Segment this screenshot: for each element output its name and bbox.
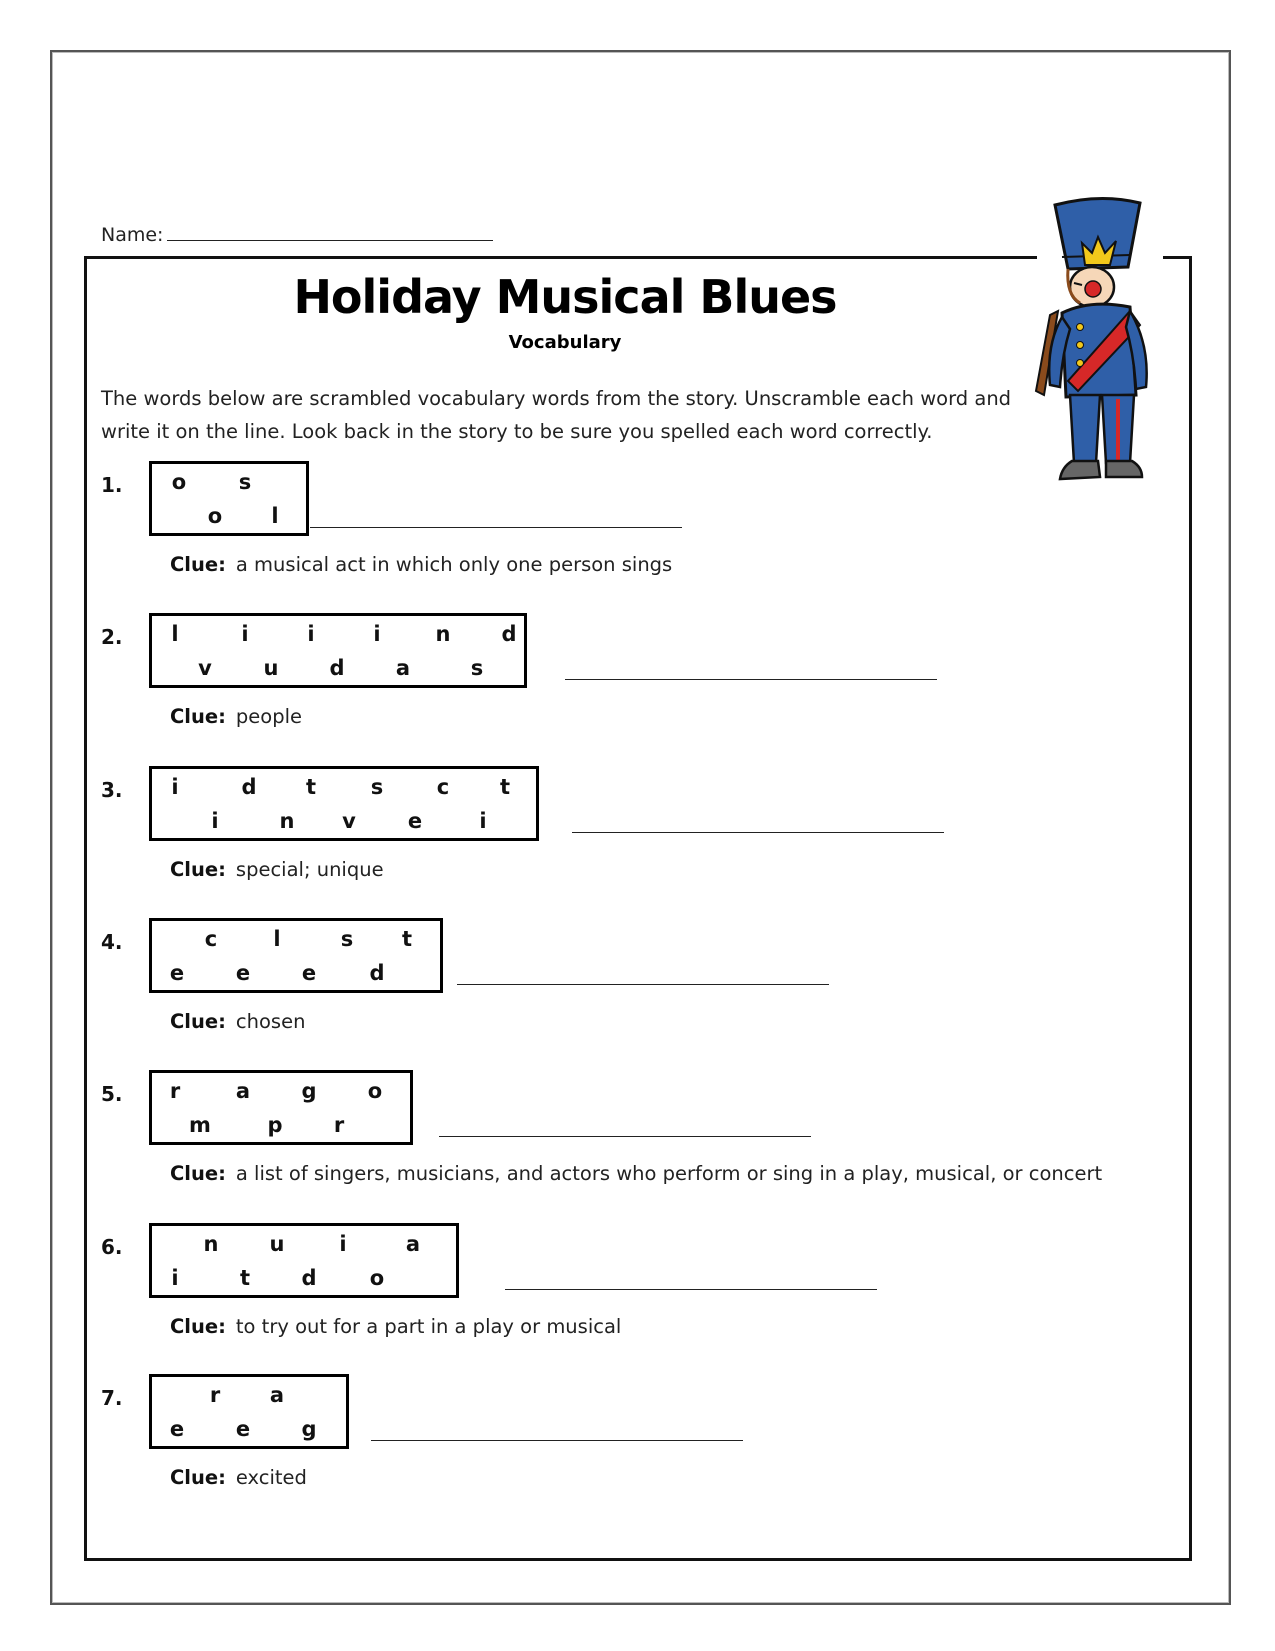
frame-top-left: [84, 256, 1037, 259]
name-label: Name:: [101, 224, 164, 246]
answer-line[interactable]: [439, 1136, 811, 1137]
clue-definition: chosen: [235, 1010, 306, 1033]
scrambled-letters-box: [149, 613, 527, 688]
scrambled-letter: t: [305, 775, 317, 799]
clue-label: Clue:: [170, 1315, 226, 1338]
name-line[interactable]: [167, 222, 493, 241]
answer-line[interactable]: [505, 1289, 877, 1290]
clue-definition: people: [235, 705, 303, 728]
item-number: 7.: [101, 1386, 123, 1410]
scrambled-letter: a: [269, 1383, 285, 1407]
scrambled-letters-box: [149, 461, 309, 536]
worksheet-subtitle: Vocabulary: [508, 332, 622, 353]
clue-text: [170, 1010, 305, 1033]
scrambled-letter: e: [169, 961, 185, 985]
scrambled-letter: e: [235, 1417, 251, 1441]
scrambled-letter: r: [333, 1113, 345, 1137]
clue-text: [170, 858, 384, 881]
scrambled-letter: u: [269, 1232, 285, 1256]
scrambled-letter: e: [407, 809, 423, 833]
scrambled-letter: s: [470, 656, 484, 680]
scrambled-letter: c: [204, 927, 218, 951]
scrambled-letter: u: [263, 656, 279, 680]
scrambled-letter: e: [235, 961, 251, 985]
clue-definition: a list of singers, musicians, and actors who perform or sing in a play, musical, or concert: [235, 1162, 1103, 1185]
clue-label: Clue:: [170, 1466, 226, 1489]
scrambled-letter: i: [241, 622, 249, 646]
scrambled-letter: i: [479, 809, 487, 833]
scrambled-letter: d: [241, 775, 257, 799]
scrambled-letter: i: [171, 775, 179, 799]
clue-definition: excited: [235, 1466, 307, 1489]
item-number: 3.: [101, 778, 123, 802]
item-number: 6.: [101, 1235, 123, 1259]
scrambled-letter: n: [435, 622, 451, 646]
scrambled-letters-box: [149, 766, 539, 841]
answer-line[interactable]: [565, 679, 937, 680]
scrambled-letter: o: [171, 470, 187, 494]
scrambled-letter: i: [307, 622, 315, 646]
scrambled-letter: e: [169, 1417, 185, 1441]
item-number: 1.: [101, 473, 123, 497]
worksheet-title: Holiday Musical Blues: [293, 270, 837, 324]
toy-soldier-icon: [1030, 195, 1180, 505]
scrambled-letters-box: [149, 1374, 349, 1449]
scrambled-letter: i: [373, 622, 381, 646]
answer-line[interactable]: [457, 984, 829, 985]
scrambled-letter: s: [340, 927, 354, 951]
scrambled-letter: l: [271, 504, 279, 528]
scrambled-letter: l: [171, 622, 179, 646]
clue-label: Clue:: [170, 1162, 226, 1185]
clue-text: [170, 705, 302, 728]
scrambled-letter: g: [301, 1417, 317, 1441]
scrambled-letter: t: [499, 775, 511, 799]
scrambled-letter: n: [203, 1232, 219, 1256]
name-field: [101, 222, 493, 246]
scrambled-letter: l: [273, 927, 281, 951]
instructions: The words below are scrambled vocabulary words from the story. Unscramble each word and write it on the line. Look back in the story to be sure you spelled each word correctly.: [101, 387, 1012, 443]
scrambled-letters-box: [149, 1070, 413, 1145]
clue-label: Clue:: [170, 705, 226, 728]
scrambled-letter: e: [301, 961, 317, 985]
answer-line[interactable]: [371, 1440, 743, 1441]
item-number: 2.: [101, 625, 123, 649]
scrambled-letter: o: [369, 1266, 385, 1290]
scrambled-letter: v: [342, 809, 356, 833]
answer-line[interactable]: [572, 832, 944, 833]
item-number: 4.: [101, 930, 123, 954]
scrambled-letter: r: [169, 1079, 181, 1103]
scrambled-letter: n: [279, 809, 295, 833]
clue-text: [170, 1162, 1102, 1185]
scrambled-letter: d: [301, 1266, 317, 1290]
answer-line[interactable]: [310, 527, 682, 528]
clue-definition: a musical act in which only one person sings: [235, 553, 673, 576]
scrambled-letter: d: [501, 622, 517, 646]
scrambled-letter: o: [367, 1079, 383, 1103]
scrambled-letter: r: [209, 1383, 221, 1407]
scrambled-letter: s: [370, 775, 384, 799]
scrambled-letter: i: [171, 1266, 179, 1290]
clue-text: [170, 1466, 307, 1489]
item-number: 5.: [101, 1082, 123, 1106]
worksheet-frame: [84, 256, 1192, 1561]
scrambled-letters-box: [149, 918, 443, 993]
clue-label: Clue:: [170, 553, 226, 576]
scrambled-letter: o: [207, 504, 223, 528]
clue-definition: special; unique: [235, 858, 384, 881]
clue-label: Clue:: [170, 1010, 226, 1033]
scrambled-letter: a: [405, 1232, 421, 1256]
scrambled-letter: d: [369, 961, 385, 985]
scrambled-letter: c: [436, 775, 450, 799]
scrambled-letter: i: [339, 1232, 347, 1256]
clue-text: [170, 553, 672, 576]
scrambled-letter: g: [301, 1079, 317, 1103]
scrambled-letter: s: [238, 470, 252, 494]
scrambled-letter: a: [395, 656, 411, 680]
clue-label: Clue:: [170, 858, 226, 881]
scrambled-letter: t: [239, 1266, 251, 1290]
scrambled-letter: t: [401, 927, 413, 951]
scrambled-letter: v: [198, 656, 212, 680]
scrambled-letter: p: [267, 1113, 283, 1137]
scrambled-letter: m: [189, 1113, 211, 1137]
scrambled-letters-box: [149, 1223, 459, 1298]
scrambled-letter: i: [211, 809, 219, 833]
scrambled-letter: d: [329, 656, 345, 680]
clue-definition: to try out for a part in a play or musical: [235, 1315, 622, 1338]
clue-text: [170, 1315, 621, 1338]
scrambled-letter: a: [235, 1079, 251, 1103]
